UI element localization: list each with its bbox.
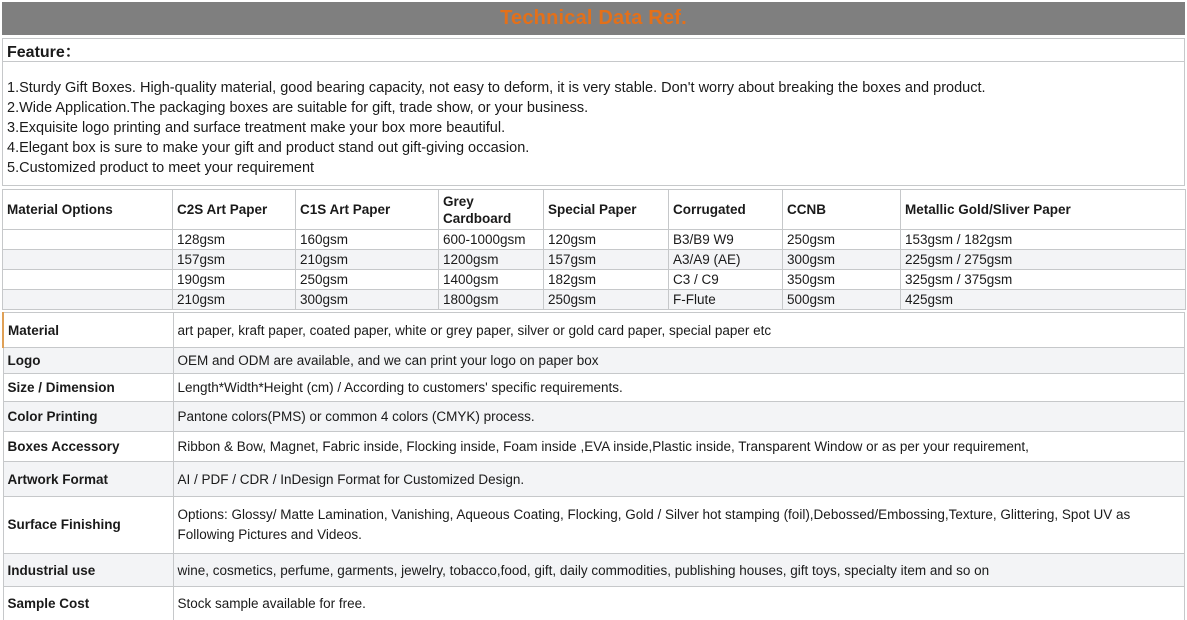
spec-table-row xyxy=(3,313,1185,348)
spec-row-value: art paper, kraft paper, coated paper, white or grey paper, silver or gold card paper, special paper etc xyxy=(173,313,1185,348)
material-table-cell: 250gsm xyxy=(296,270,439,290)
spec-row-value: Stock sample available for free. xyxy=(173,587,1185,620)
feature-heading: Feature： xyxy=(7,43,81,61)
spec-table-row xyxy=(3,374,1185,402)
spec-table-row xyxy=(3,432,1185,462)
material-table-cell: C3 / C9 xyxy=(669,270,783,290)
feature-item: 1.Sturdy Gift Boxes. High-quality material, good bearing capacity, not easy to deform, it is very stable. Don't worry about breaking the boxes and product. xyxy=(7,80,986,96)
feature-heading-row xyxy=(2,38,1185,62)
material-column-header: Metallic Gold/Sliver Paper xyxy=(901,190,1186,230)
material-table-cell: B3/B9 W9 xyxy=(669,230,783,250)
spec-row-label: Industrial use xyxy=(3,554,173,587)
feature-item: 3.Exquisite logo printing and surface treatment make your box more beautiful. xyxy=(7,120,506,136)
material-table-cell: F-Flute xyxy=(669,290,783,310)
material-table-cell: 425gsm xyxy=(901,290,1186,310)
material-table-cell: 160gsm xyxy=(296,230,439,250)
title-banner xyxy=(2,2,1185,35)
material-table-cell: 1200gsm xyxy=(439,250,544,270)
feature-item: 4.Elegant box is sure to make your gift and product stand out gift-giving occasion. xyxy=(7,140,530,156)
material-table-cell xyxy=(3,230,173,250)
spec-row-value: Length*Width*Height (cm) / According to customers' specific requirements. xyxy=(173,374,1185,402)
spec-row-value: wine, cosmetics, perfume, garments, jewelry, tobacco,food, gift, daily commodities, publishing houses, gift toys, specialty item and so on xyxy=(173,554,1185,587)
spec-table-row xyxy=(3,587,1185,620)
material-table-header-row xyxy=(3,190,1186,230)
page-title: Technical Data Ref. xyxy=(500,7,687,29)
material-table-cell: 190gsm xyxy=(173,270,296,290)
material-table-row xyxy=(3,250,1186,270)
material-table-cell xyxy=(3,270,173,290)
spec-row-label: Boxes Accessory xyxy=(3,432,173,462)
material-table-cell: 300gsm xyxy=(296,290,439,310)
feature-item: 2.Wide Application.The packaging boxes are suitable for gift, trade show, or your business. xyxy=(7,100,589,116)
material-table-cell: 157gsm xyxy=(173,250,296,270)
material-table-cell: 325gsm / 375gsm xyxy=(901,270,1186,290)
feature-list xyxy=(2,62,1185,186)
material-table-cell xyxy=(3,250,173,270)
material-table-cell: 300gsm xyxy=(783,250,901,270)
material-table-cell: 500gsm xyxy=(783,290,901,310)
spec-table-row xyxy=(3,554,1185,587)
material-table-cell: 120gsm xyxy=(544,230,669,250)
spec-row-label: Material xyxy=(3,313,173,348)
spec-row-value: AI / PDF / CDR / InDesign Format for Customized Design. xyxy=(173,462,1185,497)
spec-table-body xyxy=(3,313,1185,620)
material-table-cell: 210gsm xyxy=(296,250,439,270)
spec-table-row xyxy=(3,348,1185,374)
material-table-cell: 350gsm xyxy=(783,270,901,290)
material-table-row xyxy=(3,290,1186,310)
spec-table-row xyxy=(3,402,1185,432)
material-column-header: Corrugated xyxy=(669,190,783,230)
spec-row-label: Sample Cost xyxy=(3,587,173,620)
material-column-header: C1S Art Paper xyxy=(296,190,439,230)
material-table-cell: 250gsm xyxy=(783,230,901,250)
spec-row-label: Artwork Format xyxy=(3,462,173,497)
material-table-body xyxy=(3,230,1186,310)
material-column-header: Special Paper xyxy=(544,190,669,230)
material-column-header: CCNB xyxy=(783,190,901,230)
material-table-cell: 157gsm xyxy=(544,250,669,270)
material-table-cell: 250gsm xyxy=(544,290,669,310)
material-table-row xyxy=(3,270,1186,290)
spec-row-label: Size / Dimension xyxy=(3,374,173,402)
material-table-cell: 1800gsm xyxy=(439,290,544,310)
spec-row-value: Ribbon & Bow, Magnet, Fabric inside, Flocking inside, Foam inside ,EVA inside,Plastic inside, Transparent Window or as per your requirement, xyxy=(173,432,1185,462)
material-table-cell: 182gsm xyxy=(544,270,669,290)
material-table-cell: 600-1000gsm xyxy=(439,230,544,250)
feature-item: 5.Customized product to meet your requirement xyxy=(7,160,315,176)
material-table-cell xyxy=(3,290,173,310)
material-table-row xyxy=(3,230,1186,250)
spec-row-value: Options: Glossy/ Matte Lamination, Vanishing, Aqueous Coating, Flocking, Gold / Silver hot stamping (foil),Debossed/Embossing,Texture, Glittering, Spot UV as Following Pictures and Videos. xyxy=(173,497,1185,554)
spec-row-value: Pantone colors(PMS) or common 4 colors (CMYK) process. xyxy=(173,402,1185,432)
material-table-cell: 225gsm / 275gsm xyxy=(901,250,1186,270)
spec-attributes-table xyxy=(2,312,1185,620)
material-column-header: Material Options xyxy=(3,190,173,230)
spec-table-row xyxy=(3,497,1185,554)
material-table-cell: 128gsm xyxy=(173,230,296,250)
material-column-header: C2S Art Paper xyxy=(173,190,296,230)
spec-row-value: OEM and ODM are available, and we can print your logo on paper box xyxy=(173,348,1185,374)
material-table-cell: A3/A9 (AE) xyxy=(669,250,783,270)
material-table-cell: 153gsm / 182gsm xyxy=(901,230,1186,250)
spec-row-label: Color Printing xyxy=(3,402,173,432)
material-table-cell: 1400gsm xyxy=(439,270,544,290)
spec-table-row xyxy=(3,462,1185,497)
spec-row-label: Logo xyxy=(3,348,173,374)
material-column-header: Grey Cardboard xyxy=(439,190,544,230)
spec-row-label: Surface Finishing xyxy=(3,497,173,554)
material-table-cell: 210gsm xyxy=(173,290,296,310)
material-options-table xyxy=(2,189,1186,310)
